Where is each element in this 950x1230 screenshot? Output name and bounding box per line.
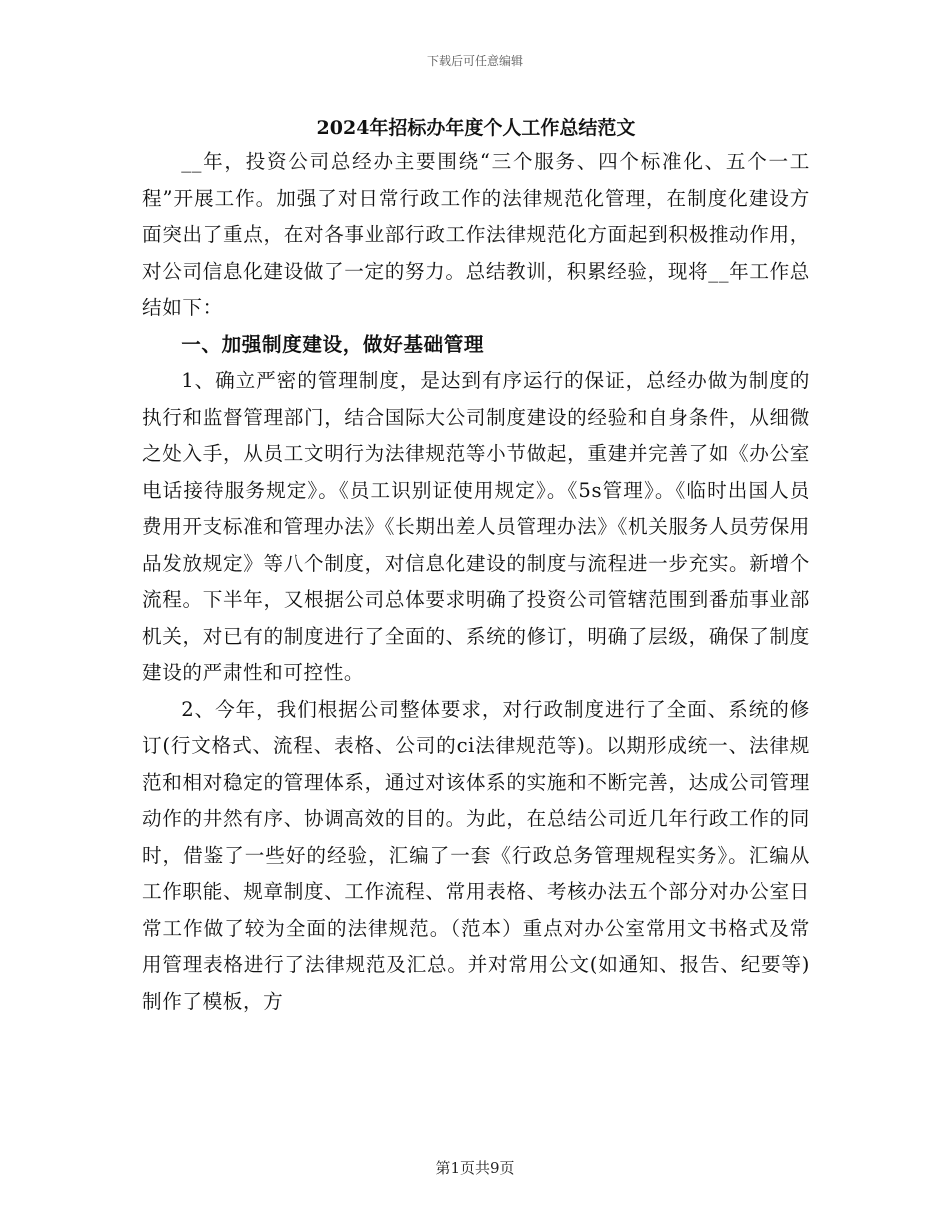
section-heading-1: 一、加强制度建设，做好基础管理	[181, 332, 485, 356]
document-body	[142, 112, 810, 1020]
page-number-footer: 第1页共9页	[435, 1159, 515, 1177]
body-paragraph-1: 1、确立严密的管理制度，是达到有序运行的保证，总经办做为制度的执行和监督管理部门，结合国际大公司制度建设的经验和自身条件，从细微之处入手，从员工文明行为法律规范等小节做起，重建并完善了如《办公室电话接待服务规定》。《员工识别证使用规定》。《5s管理》。《临时出国人员费用开支标准和管理办法》《长期出差人员管理办法》《机关服务人员劳保用品发放规定》等八个制度，对信息化建设的制度与流程进一步充实。新增个流程。下半年，又根据公司总体要求明确了投资公司管辖范围到番茄事业部机关，对已有的制度进行了全面的、系统的修订，明确了层级，确保了制度建设的严肃性和可控性。	[142, 369, 810, 684]
intro-paragraph: __年，投资公司总经办主要围绕“三个服务、四个标准化、五个一工程”开展工作。加强了对日常行政工作的法律规范化管理，在制度化建设方面突出了重点，在对各事业部行政工作法律规范化方面起到积极推动作用，对公司信息化建设做了一定的努力。总结教训，积累经验，现将__年工作总结如下：	[142, 150, 810, 319]
page-header-note: 下载后可任意编辑	[426, 54, 523, 68]
document-title: 2024年招标办年度个人工作总结范文	[316, 117, 636, 139]
body-paragraph-2: 2、今年，我们根据公司整体要求，对行政制度进行了全面、系统的修订(行文格式、流程、表格、公司的ci法律规范等)。以期形成统一、法律规范和相对稳定的管理体系，通过对该体系的实施和不断完善，达成公司管理动作的井然有序、协调高效的目的。为此，在总结公司近几年行政工作的同时，借鉴了一些好的经验，汇编了一套《行政总务管理规程实务》。汇编从工作职能、规章制度、工作流程、常用表格、考核办法五个部分对办公室日常工作做了较为全面的法律规范。（范本）重点对办公室常用文书格式及常用管理表格进行了法律规范及汇总。并对常用公文(如通知、报告、纪要等)制作了模板，方	[142, 697, 810, 1013]
